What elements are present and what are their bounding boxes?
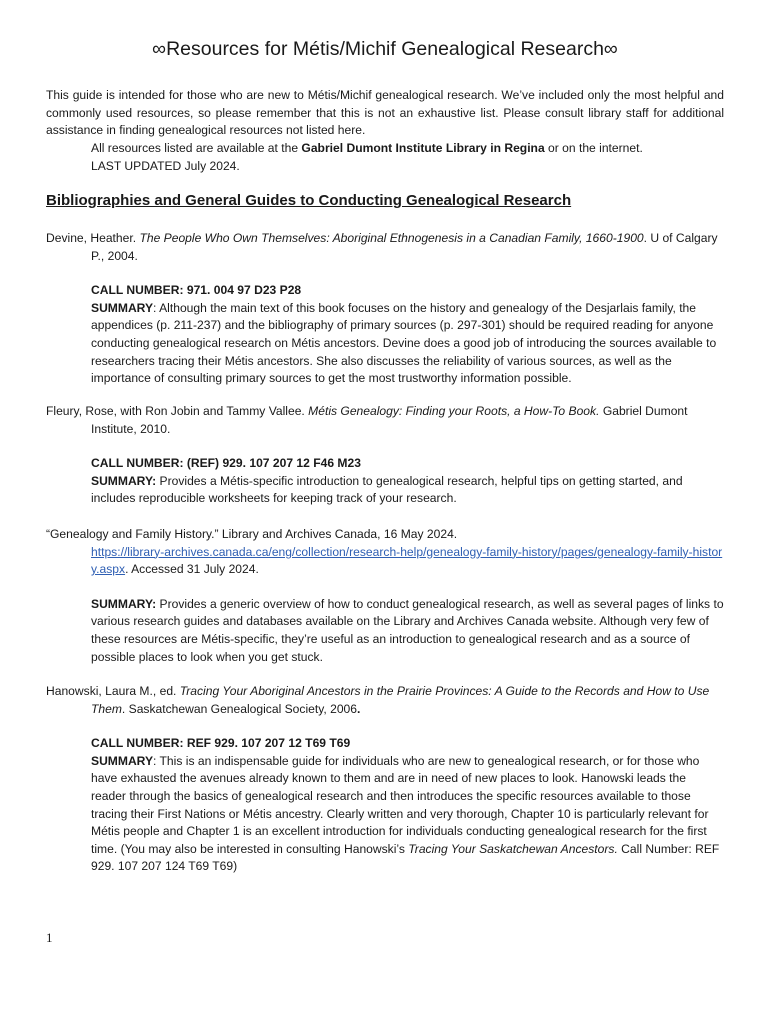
citation-title: Tracing Your Aboriginal Ancestors in the Prairie Provinces: A Guide to the Records and How to Use Them [91, 684, 710, 716]
summary-text: : Although the main text of this book focuses on the history and genealogy of the Desjarlais family, the appendices (p. 211-237) and the bibliography of primary sources (p. 297-301) should be required reading for anyone conducting genealogical research on Métis ancestors. Devine does a good job of introducing the sources available to researchers tracing their Métis ancestors. She also discusses the reliability of various sources, as well as the importance of consulting primary sources to get the most trustworthy information possible. [91, 300, 717, 386]
summary-text: : This is an indispensable guide for individuals who are new to genealogical research, or for those who have exhausted the avenues already known to them and are in need of new places to look. Hanowski leads the reader through the basics of genealogical research and then introduces the specific resources available to those tracing their First Nations or Métis ancestry. Clearly written and very thorough, Chapter 10 is particularly relevant for Métis people and Chapter 1 is an excellent introduction for individuals conducting genealogical research for the first time. (You may also be interested in consulting Hanowski’s [91, 753, 709, 856]
summary [46, 300, 724, 388]
availability-suffix: or on the internet. [544, 141, 643, 155]
citation [46, 230, 724, 265]
library-name: Gabriel Dumont Institute Library in Regina [301, 141, 545, 155]
summary-label: SUMMARY [91, 300, 154, 315]
citation-author: Fleury, Rose, with Ron Jobin and Tammy Vallee. [46, 404, 309, 418]
related-title: Tracing Your Saskatchewan Ancestors. [408, 841, 618, 856]
availability-note [46, 140, 769, 175]
call-number [46, 455, 724, 473]
call-number [46, 735, 724, 753]
bibliography-entry [46, 403, 724, 508]
citation-text: “Genealogy and Family History.” Library and Archives Canada, 16 May 2024. [46, 527, 458, 541]
last-updated: LAST UPDATED July 2024. [91, 158, 240, 173]
citation-title: The People Who Own Themselves: Aboriginal Ethnogenesis in a Canadian Family, 1660-1900 [139, 231, 644, 245]
bibliography-entry [46, 230, 724, 388]
call-number-text: CALL NUMBER: 971. 004 97 D23 P28 [91, 283, 302, 298]
bibliography-entry [46, 526, 724, 666]
page-title: ∞Resources for Métis/Michif Genealogical Research∞ [152, 38, 618, 60]
call-number [46, 282, 724, 300]
citation-period: . [357, 701, 361, 716]
citation [46, 403, 724, 438]
summary-text: Provides a Métis-specific introduction to genealogical research, helpful tips on getting started, and includes reproducible worksheets for keeping track of your research. [91, 473, 683, 506]
bibliography-entry [46, 683, 724, 876]
library-archives-link[interactable]: https://library-archives.canada.ca/eng/collection/research-help/genealogy-family-history/pages/genealogy-family-history.aspx [91, 544, 723, 577]
citation-publisher: . U of Calgary P., 2004. [91, 231, 718, 263]
section-heading: Bibliographies and General Guides to Conducting Genealogical Research [46, 192, 572, 209]
citation-publisher: . Saskatchewan Genealogical Society, 2006 [121, 701, 357, 716]
call-number-text: CALL NUMBER: (REF) 929. 107 207 12 F46 M23 [91, 456, 361, 471]
intro-text: This guide is intended for those who are new to Métis/Michif genealogical research. We’ve included only the most helpful and commonly used resources, so please remember that this is not an exhaustive list. Please consult library staff for additional assistance in finding genealogical resources not listed here. [46, 88, 724, 138]
related-call-number: Call Number: REF 929. 107 207 124 T69 T69) [91, 841, 720, 874]
citation-title: Métis Genealogy: Finding your Roots, a How-To Book. [308, 404, 600, 418]
summary-label: SUMMARY [91, 753, 154, 768]
citation-publisher: Gabriel Dumont Institute, 2010. [91, 404, 688, 436]
citation-author: Hanowski, Laura M., ed. [46, 684, 180, 698]
intro-paragraph [46, 87, 724, 140]
page-number: 1 [46, 930, 53, 945]
citation [46, 683, 724, 718]
summary-label: SUMMARY: [91, 596, 157, 611]
summary-label: SUMMARY: [91, 473, 157, 488]
summary [46, 596, 724, 666]
citation-link-line [46, 544, 724, 579]
summary-text: Provides a generic overview of how to conduct genealogical research, as well as several pages of links to various research guides and databases available on the Library and Archives Canada website. Although very few of these resources are Métis-specific, they’re useful as an introduction to genealogical research and as a source of possible places to look when you get stuck. [91, 596, 724, 664]
call-number-text: CALL NUMBER: REF 929. 107 207 12 T69 T69 [91, 736, 351, 751]
citation [46, 526, 724, 544]
citation-author: Devine, Heather. [46, 231, 140, 245]
availability-text: All resources listed are available at the [91, 141, 302, 155]
summary [46, 753, 724, 876]
accessed-date: . Accessed 31 July 2024. [125, 562, 259, 577]
summary [46, 473, 724, 508]
